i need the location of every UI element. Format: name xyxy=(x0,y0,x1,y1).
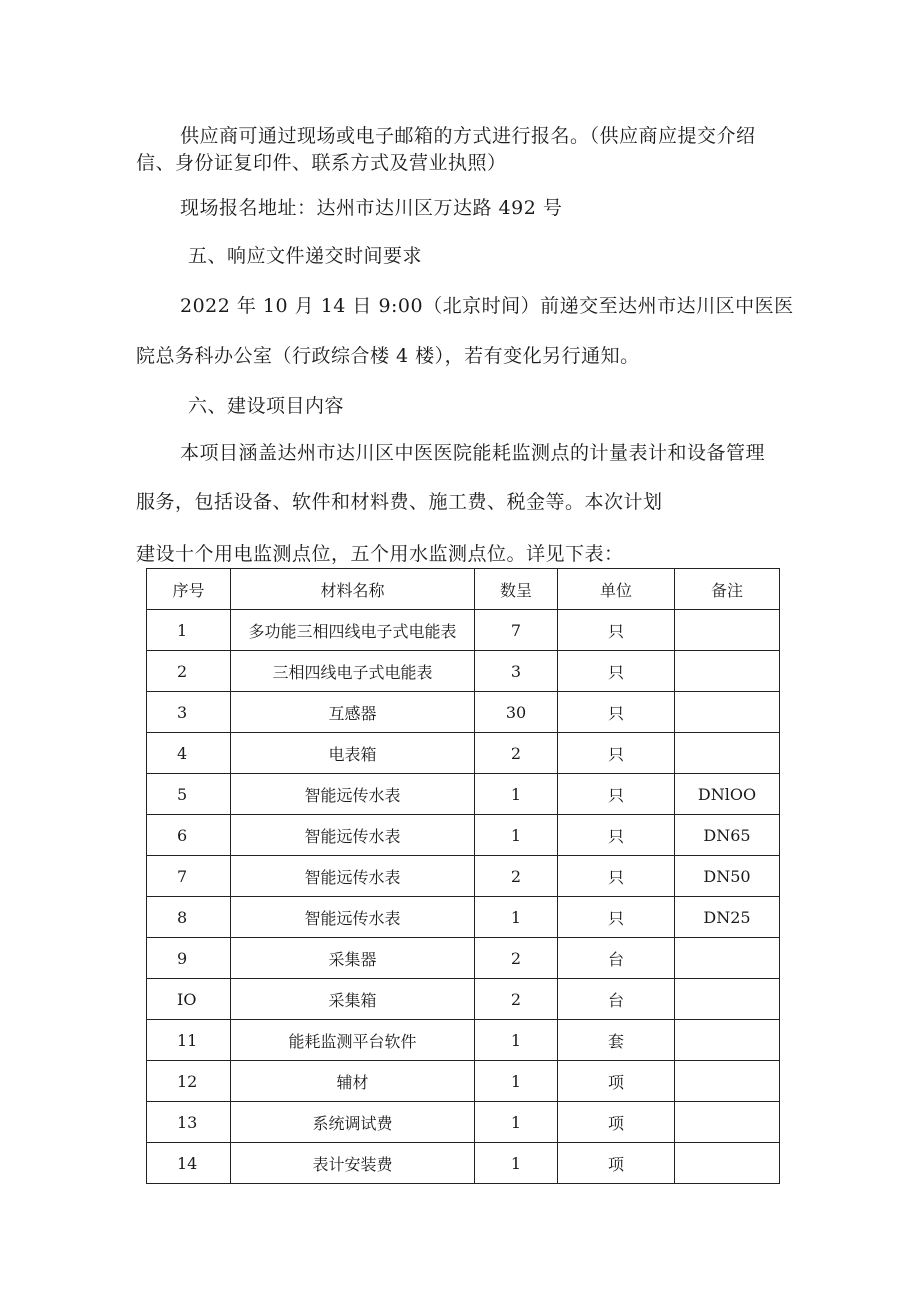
table-row xyxy=(147,1061,780,1102)
cell-serial: 2 xyxy=(147,651,231,692)
table-row xyxy=(147,1143,780,1184)
materials-table xyxy=(146,568,780,1184)
cell-unit: 只 xyxy=(558,733,675,774)
cell-material-name: 三相四线电子式电能表 xyxy=(231,651,475,692)
paragraph-scope-line3: 建设十个用电监测点位，五个用水监测点位。详见下表： xyxy=(136,543,624,565)
table-row xyxy=(147,815,780,856)
cell-quantity: 3 xyxy=(475,651,558,692)
cell-remarks xyxy=(675,1061,780,1102)
table-header-row xyxy=(147,569,780,610)
cell-remarks xyxy=(675,692,780,733)
cell-unit: 只 xyxy=(558,651,675,692)
paragraph-deadline-line2: 院总务科办公室（行政综合楼 4 楼），若有变化另行通知。 xyxy=(136,345,640,367)
paragraph-scope-line2: 服务，包括设备、软件和材料费、施工费、税金等。本次计划 xyxy=(136,491,663,513)
paragraph-registration-line2: 信、身份证复印件、联系方式及营业执照） xyxy=(136,152,507,174)
cell-unit: 项 xyxy=(558,1143,675,1184)
cell-quantity: 30 xyxy=(475,692,558,733)
cell-remarks xyxy=(675,1143,780,1184)
table-row xyxy=(147,610,780,651)
header-serial-number: 序号 xyxy=(147,569,231,610)
cell-material-name: 辅材 xyxy=(231,1061,475,1102)
paragraph-onsite-address: 现场报名地址：达州市达川区万达路 492 号 xyxy=(180,197,563,219)
cell-material-name: 能耗监测平台软件 xyxy=(231,1020,475,1061)
cell-unit: 只 xyxy=(558,856,675,897)
cell-serial: IO xyxy=(147,979,231,1020)
cell-quantity: 1 xyxy=(475,1020,558,1061)
cell-serial: 1 xyxy=(147,610,231,651)
cell-serial: 3 xyxy=(147,692,231,733)
table-row xyxy=(147,774,780,815)
cell-serial: 5 xyxy=(147,774,231,815)
cell-quantity: 2 xyxy=(475,856,558,897)
paragraph-registration-line1: 供应商可通过现场或电子邮箱的方式进行报名。（供应商应提交介绍 xyxy=(180,125,756,147)
paragraph-deadline-line1: 2022 年 10 月 14 日 9:00（北京时间）前递交至达州市达川区中医医 xyxy=(180,295,794,317)
cell-remarks: DNlOO xyxy=(675,774,780,815)
cell-remarks xyxy=(675,733,780,774)
cell-unit: 只 xyxy=(558,692,675,733)
cell-quantity: 1 xyxy=(475,1102,558,1143)
cell-remarks xyxy=(675,979,780,1020)
header-material-name: 材料名称 xyxy=(231,569,475,610)
table-row xyxy=(147,1102,780,1143)
table-row xyxy=(147,938,780,979)
cell-remarks: DN25 xyxy=(675,897,780,938)
cell-remarks xyxy=(675,651,780,692)
cell-serial: 6 xyxy=(147,815,231,856)
cell-serial: 7 xyxy=(147,856,231,897)
cell-unit: 套 xyxy=(558,1020,675,1061)
cell-quantity: 1 xyxy=(475,774,558,815)
cell-material-name: 采集器 xyxy=(231,938,475,979)
cell-material-name: 智能远传水表 xyxy=(231,856,475,897)
cell-quantity: 2 xyxy=(475,938,558,979)
cell-material-name: 采集箱 xyxy=(231,979,475,1020)
cell-unit: 只 xyxy=(558,815,675,856)
cell-quantity: 1 xyxy=(475,815,558,856)
cell-material-name: 多功能三相四线电子式电能表 xyxy=(231,610,475,651)
table-row xyxy=(147,1020,780,1061)
section-heading-5: 五、响应文件递交时间要求 xyxy=(188,245,423,267)
section-heading-6: 六、建设项目内容 xyxy=(188,395,345,417)
cell-quantity: 1 xyxy=(475,1143,558,1184)
table-row xyxy=(147,897,780,938)
cell-serial: 8 xyxy=(147,897,231,938)
cell-quantity: 1 xyxy=(475,1061,558,1102)
cell-material-name: 互感器 xyxy=(231,692,475,733)
cell-remarks xyxy=(675,610,780,651)
cell-serial: 11 xyxy=(147,1020,231,1061)
cell-material-name: 智能远传水表 xyxy=(231,897,475,938)
table-row xyxy=(147,651,780,692)
cell-quantity: 2 xyxy=(475,733,558,774)
table-row xyxy=(147,979,780,1020)
cell-quantity: 7 xyxy=(475,610,558,651)
paragraph-scope-line1: 本项目涵盖达州市达川区中医医院能耗监测点的计量表计和设备管理 xyxy=(180,442,766,464)
cell-serial: 14 xyxy=(147,1143,231,1184)
header-unit: 单位 xyxy=(558,569,675,610)
cell-remarks: DN65 xyxy=(675,815,780,856)
table-row xyxy=(147,856,780,897)
cell-remarks: DN50 xyxy=(675,856,780,897)
cell-remarks xyxy=(675,1020,780,1061)
cell-unit: 只 xyxy=(558,610,675,651)
cell-material-name: 系统调试费 xyxy=(231,1102,475,1143)
cell-remarks xyxy=(675,938,780,979)
header-quantity: 数呈 xyxy=(475,569,558,610)
cell-quantity: 1 xyxy=(475,897,558,938)
cell-serial: 12 xyxy=(147,1061,231,1102)
cell-unit: 项 xyxy=(558,1061,675,1102)
cell-material-name: 智能远传水表 xyxy=(231,815,475,856)
cell-material-name: 表计安装费 xyxy=(231,1143,475,1184)
cell-serial: 4 xyxy=(147,733,231,774)
cell-unit: 台 xyxy=(558,938,675,979)
table-row xyxy=(147,733,780,774)
cell-unit: 台 xyxy=(558,979,675,1020)
cell-remarks xyxy=(675,1102,780,1143)
cell-serial: 9 xyxy=(147,938,231,979)
cell-unit: 只 xyxy=(558,897,675,938)
cell-serial: 13 xyxy=(147,1102,231,1143)
cell-material-name: 智能远传水表 xyxy=(231,774,475,815)
cell-material-name: 电表箱 xyxy=(231,733,475,774)
table-row xyxy=(147,692,780,733)
cell-unit: 只 xyxy=(558,774,675,815)
header-remarks: 备注 xyxy=(675,569,780,610)
cell-unit: 项 xyxy=(558,1102,675,1143)
cell-quantity: 2 xyxy=(475,979,558,1020)
